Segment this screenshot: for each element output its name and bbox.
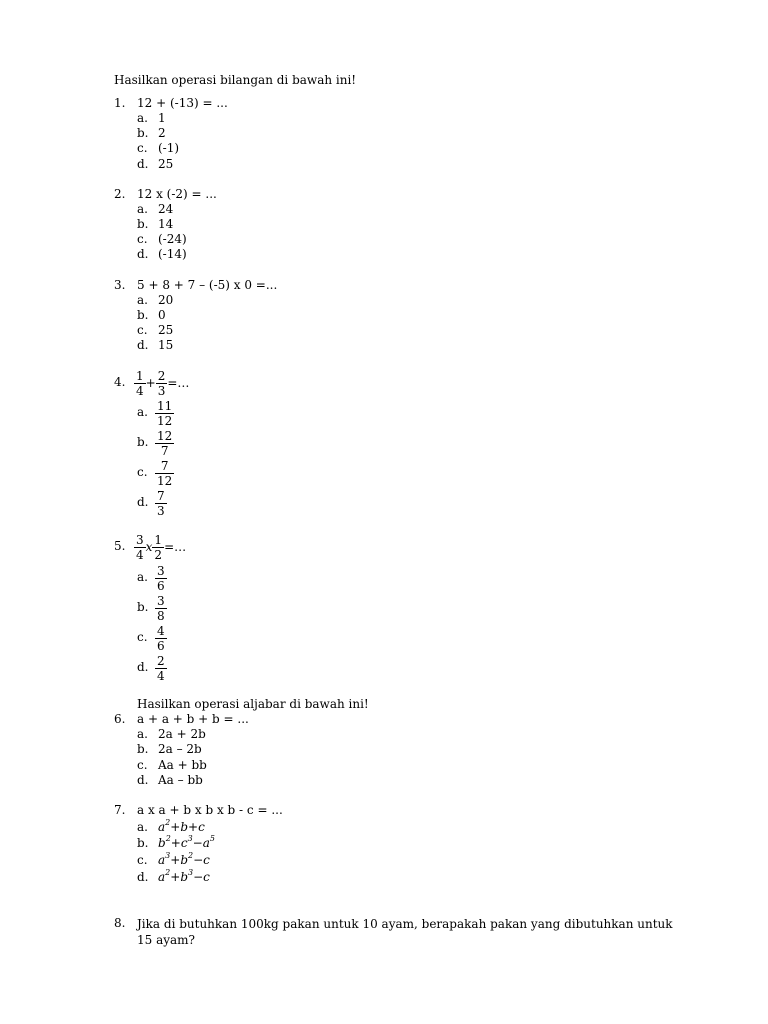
term: a: [202, 836, 210, 850]
denominator: 12: [157, 474, 173, 488]
denominator: 3: [157, 384, 166, 398]
option-value: (-1): [158, 141, 180, 155]
term: c: [203, 870, 210, 884]
denominator: 7: [160, 444, 169, 458]
option-label: b.: [137, 836, 149, 850]
numerator: 1: [154, 533, 163, 547]
question-stem: [134, 532, 186, 562]
section-heading-algebra: Hasilkan operasi aljabar di bawah ini!: [137, 697, 369, 711]
option-value: 15: [158, 338, 174, 352]
term: a: [158, 870, 166, 884]
option-value: 0: [158, 308, 166, 322]
term: c: [203, 853, 210, 867]
option-value: (-24): [158, 232, 187, 246]
question-stem: a + a + b + b = ...: [137, 712, 249, 726]
option-label: b.: [137, 217, 149, 231]
option-value: 2a – 2b: [158, 742, 202, 756]
equals-ellipsis: =…: [164, 540, 187, 554]
option-value: 25: [158, 323, 174, 337]
fraction: [155, 565, 167, 592]
option-value: [155, 593, 167, 623]
option-label: a.: [137, 405, 148, 419]
numerator: 7: [157, 489, 165, 503]
denominator: 4: [136, 384, 144, 398]
question-stem: 5 + 8 + 7 – (-5) x 0 =...: [137, 278, 278, 292]
fraction: [155, 460, 174, 487]
option-label: d.: [137, 247, 149, 261]
denominator: 2: [154, 548, 163, 562]
question-number: 7.: [114, 803, 126, 817]
term: b: [180, 820, 188, 834]
option-label: d.: [137, 338, 149, 352]
option-label: b.: [137, 308, 149, 322]
numerator: 3: [136, 533, 144, 547]
question-number: 8.: [114, 916, 126, 930]
term: c: [180, 836, 188, 850]
operator: x: [145, 540, 153, 554]
numerator: 3: [157, 594, 165, 608]
option-label: a.: [137, 293, 148, 307]
fraction: [155, 595, 167, 622]
numerator: 11: [157, 399, 173, 413]
fraction: [152, 534, 164, 561]
option-label: d.: [137, 495, 149, 509]
numerator: 4: [157, 624, 165, 638]
numerator: 2: [157, 369, 166, 383]
question-number: 2.: [114, 187, 126, 201]
term: a: [158, 853, 166, 867]
option-value: [158, 820, 205, 835]
term: b: [158, 836, 166, 850]
numerator: 2: [157, 654, 165, 668]
exponent: 3: [188, 868, 194, 877]
option-value: [158, 853, 210, 868]
option-value: 2a + 2b: [158, 727, 206, 741]
option-value: [155, 488, 167, 518]
fraction: [155, 655, 167, 682]
option-value: [155, 563, 167, 593]
fraction: [134, 370, 146, 397]
term: b: [180, 870, 188, 884]
term: c: [198, 820, 205, 834]
operator: +: [170, 836, 181, 850]
question-stem: [134, 368, 189, 398]
option-label: c.: [137, 758, 148, 772]
option-label: c.: [137, 465, 148, 479]
option-value: [158, 836, 215, 851]
operator: +: [170, 853, 181, 867]
operator: −: [193, 853, 204, 867]
fraction: [155, 400, 174, 427]
fraction: [134, 534, 146, 561]
equals-ellipsis: =…: [167, 376, 190, 390]
fraction: [155, 490, 167, 517]
question-stem: a x a + b x b x b - c = ...: [137, 803, 283, 817]
option-value: [155, 398, 174, 428]
option-value: 2: [158, 126, 166, 140]
question-number: 4.: [114, 375, 126, 389]
question-stem: 12 x (-2) = ...: [137, 187, 217, 201]
question-number: 5.: [114, 539, 126, 553]
question-stem: Jika di butuhkan 100kg pakan untuk 10 ayam, berapakah pakan yang dibutuhkan untuk 15 ayam?: [137, 917, 673, 947]
option-value: [158, 870, 210, 885]
option-label: b.: [137, 742, 149, 756]
denominator: 12: [157, 414, 173, 428]
operator: +: [170, 870, 181, 884]
fraction: [156, 370, 168, 397]
question-number: 3.: [114, 278, 126, 292]
operator: +: [188, 820, 199, 834]
numerator: 7: [160, 459, 169, 473]
operator: −: [192, 836, 203, 850]
numerator: 12: [157, 429, 173, 443]
option-value: [155, 428, 174, 458]
operator: −: [193, 870, 204, 884]
term: b: [180, 853, 188, 867]
option-value: Aa – bb: [158, 773, 203, 787]
option-label: c.: [137, 141, 148, 155]
term: a: [158, 820, 166, 834]
option-label: c.: [137, 323, 148, 337]
option-label: c.: [137, 630, 148, 644]
exponent: 2: [188, 851, 194, 860]
option-value: [155, 623, 167, 653]
fraction: [155, 625, 167, 652]
option-label: d.: [137, 157, 149, 171]
option-label: a.: [137, 820, 148, 834]
option-label: a.: [137, 570, 148, 584]
denominator: 6: [157, 579, 165, 593]
operator: +: [145, 376, 156, 390]
exponent: 3: [187, 834, 193, 843]
section-heading-numbers: Hasilkan operasi bilangan di bawah ini!: [114, 73, 357, 87]
option-value: [155, 653, 167, 683]
option-label: b.: [137, 600, 149, 614]
denominator: 8: [157, 609, 165, 623]
question-number: 6.: [114, 712, 126, 726]
option-value: 14: [158, 217, 174, 231]
option-label: a.: [137, 111, 148, 125]
denominator: 3: [157, 504, 165, 518]
option-value: 20: [158, 293, 174, 307]
option-value: 1: [158, 111, 166, 125]
operator: +: [170, 820, 181, 834]
denominator: 4: [136, 548, 144, 562]
option-value: Aa + bb: [158, 758, 207, 772]
option-label: c.: [137, 853, 148, 867]
option-label: b.: [137, 126, 149, 140]
option-value: [155, 458, 174, 488]
exponent: 3: [165, 851, 171, 860]
exponent: 2: [165, 818, 171, 827]
option-value: (-14): [158, 247, 187, 261]
option-label: c.: [137, 232, 148, 246]
option-label: d.: [137, 773, 149, 787]
denominator: 6: [157, 639, 165, 653]
option-label: a.: [137, 202, 148, 216]
question-stem: 12 + (-13) = ...: [137, 96, 228, 110]
numerator: 3: [157, 564, 165, 578]
exponent: 2: [165, 834, 171, 843]
numerator: 1: [136, 369, 144, 383]
question-number: 1.: [114, 96, 126, 110]
option-label: d.: [137, 660, 149, 674]
exponent: 5: [209, 834, 215, 843]
denominator: 4: [157, 669, 165, 683]
fraction: [155, 430, 174, 457]
option-label: a.: [137, 727, 148, 741]
exponent: 2: [165, 868, 171, 877]
option-label: b.: [137, 435, 149, 449]
option-value: 25: [158, 157, 174, 171]
option-label: d.: [137, 870, 149, 884]
option-value: 24: [158, 202, 174, 216]
